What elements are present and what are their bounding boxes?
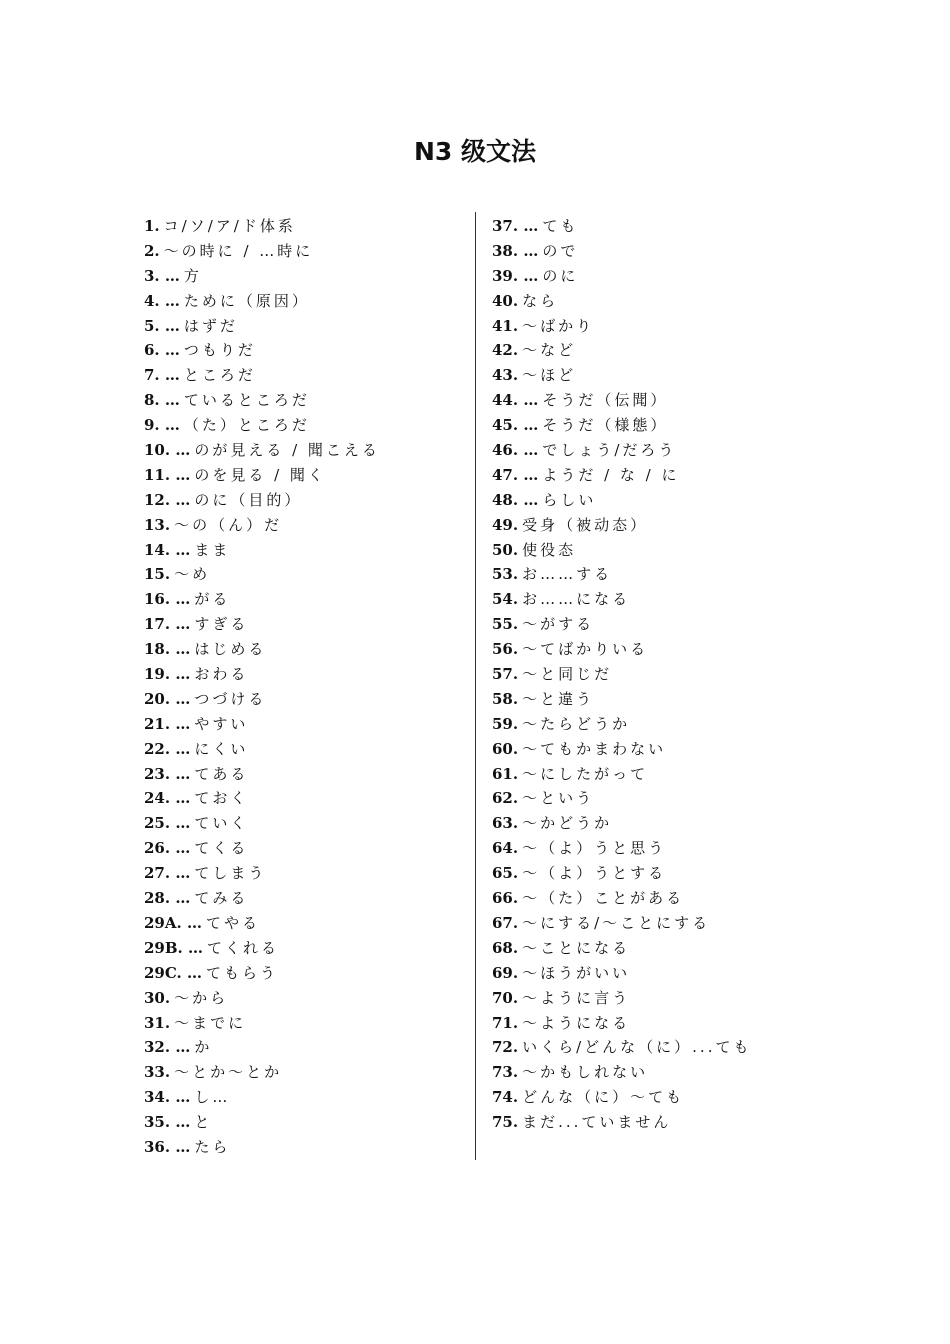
grammar-item xyxy=(492,637,812,662)
grammar-item xyxy=(492,463,812,488)
grammar-item-number: 33. xyxy=(144,1063,171,1082)
grammar-item-text: はじめる xyxy=(194,640,267,659)
grammar-item-number: 40. xyxy=(492,291,519,310)
grammar-item xyxy=(144,338,464,363)
grammar-item-text: ～かもしれない xyxy=(522,1063,649,1082)
grammar-item-text: てもらう xyxy=(206,963,279,982)
grammar-item-number: 30. xyxy=(144,988,171,1007)
grammar-item xyxy=(492,214,812,239)
grammar-item-number: 31. xyxy=(144,1013,171,1032)
grammar-item-text: にくい xyxy=(194,739,249,758)
grammar-item-number: 16. … xyxy=(144,590,191,609)
grammar-item xyxy=(492,1060,812,1085)
grammar-item xyxy=(144,239,464,264)
grammar-item-text: てやる xyxy=(205,913,260,932)
grammar-item-text: ～てもかまわない xyxy=(522,739,667,758)
grammar-item xyxy=(492,388,812,413)
grammar-item-number: 1. xyxy=(144,217,160,235)
grammar-item-number: 20. … xyxy=(144,689,191,708)
grammar-item xyxy=(144,363,464,388)
grammar-item-number: 55. xyxy=(492,615,519,634)
grammar-item xyxy=(144,264,464,289)
grammar-item-text: てある xyxy=(194,764,249,783)
grammar-item-text: ～から xyxy=(174,988,229,1007)
grammar-item-text: ても xyxy=(542,217,579,235)
grammar-item xyxy=(144,513,464,538)
grammar-item xyxy=(144,1110,464,1135)
grammar-item-number: 36. … xyxy=(144,1137,191,1156)
grammar-item xyxy=(144,612,464,637)
grammar-item xyxy=(492,911,812,936)
grammar-item-text: そうだ（様態） xyxy=(542,416,669,435)
grammar-item-number: 48. … xyxy=(492,490,539,509)
grammar-item-text: ～ことになる xyxy=(522,938,631,957)
grammar-item-text: らしい xyxy=(542,490,597,509)
grammar-item-number: 13. xyxy=(144,515,171,534)
grammar-item xyxy=(144,488,464,513)
grammar-item-text: おわる xyxy=(194,665,249,684)
grammar-item-number: 10. … xyxy=(144,441,191,460)
grammar-item-number: 69. xyxy=(492,963,519,982)
grammar-item-number: 21. … xyxy=(144,714,191,733)
grammar-item-number: 50. xyxy=(492,540,519,559)
grammar-item-text: と xyxy=(194,1113,213,1132)
grammar-item xyxy=(144,1085,464,1110)
grammar-item-text: ～（た）ことがある xyxy=(522,889,685,908)
grammar-item xyxy=(492,1110,812,1135)
grammar-item-text: ていく xyxy=(194,814,249,833)
grammar-item xyxy=(144,737,464,762)
grammar-item xyxy=(144,986,464,1011)
grammar-item xyxy=(144,786,464,811)
grammar-item xyxy=(144,562,464,587)
grammar-item xyxy=(144,1011,464,1036)
grammar-item xyxy=(492,737,812,762)
grammar-item-number: 34. … xyxy=(144,1088,191,1107)
grammar-item-text: すぎる xyxy=(194,615,249,634)
grammar-item-number: 38. … xyxy=(492,241,539,260)
grammar-item-number: 39. … xyxy=(492,266,539,285)
grammar-item-number: 4. … xyxy=(144,291,180,310)
grammar-item-text: ～め xyxy=(174,565,211,584)
grammar-item-text: のに xyxy=(542,266,579,285)
grammar-item-number: 23. … xyxy=(144,764,191,783)
grammar-list-left xyxy=(144,214,464,1160)
grammar-item-number: 12. … xyxy=(144,490,191,509)
grammar-item-text: ～にしたがって xyxy=(522,764,649,783)
grammar-item-text: か xyxy=(194,1038,213,1057)
grammar-item-text: お……になる xyxy=(522,590,631,609)
grammar-item xyxy=(492,961,812,986)
grammar-item-number: 35. … xyxy=(144,1113,191,1132)
grammar-item-text: まま xyxy=(194,540,231,559)
grammar-item-text: 使役态 xyxy=(522,540,577,559)
grammar-item xyxy=(492,861,812,886)
grammar-item xyxy=(144,388,464,413)
grammar-item xyxy=(492,413,812,438)
grammar-item-text: ているところだ xyxy=(183,391,310,410)
grammar-item-number: 63. xyxy=(492,814,519,833)
grammar-item-number: 17. … xyxy=(144,615,191,634)
grammar-item-text: ～がする xyxy=(522,615,595,634)
grammar-item-number: 46. … xyxy=(492,441,539,460)
grammar-item-number: 29B. … xyxy=(144,938,203,957)
page-title: N3 级文法 xyxy=(413,137,537,166)
grammar-item-number: 44. … xyxy=(492,391,539,410)
grammar-item-number: 37. … xyxy=(492,217,539,235)
column-divider xyxy=(475,212,476,1160)
grammar-item-text: ようだ / な / に xyxy=(542,465,680,484)
grammar-item-number: 19. … xyxy=(144,665,191,684)
grammar-item-number: 6. … xyxy=(144,341,180,360)
grammar-item-number: 9. … xyxy=(144,416,180,435)
grammar-item-number: 29A. … xyxy=(144,913,202,932)
grammar-item-number: 70. xyxy=(492,988,519,1007)
grammar-item-number: 32. … xyxy=(144,1038,191,1057)
grammar-item-number: 74. xyxy=(492,1088,519,1107)
grammar-item-text: コ/ソ/ア/ド体系 xyxy=(163,217,296,235)
grammar-item xyxy=(492,562,812,587)
grammar-item-text: つもりだ xyxy=(183,341,256,360)
grammar-item xyxy=(492,289,812,314)
grammar-item-number: 11. … xyxy=(144,465,191,484)
grammar-item-number: 3. … xyxy=(144,266,180,285)
grammar-item xyxy=(144,886,464,911)
grammar-item xyxy=(492,986,812,1011)
grammar-item-number: 61. xyxy=(492,764,519,783)
grammar-item-number: 27. … xyxy=(144,864,191,883)
grammar-item-text: ～にする/～ことにする xyxy=(522,913,711,932)
grammar-item-text: し… xyxy=(194,1088,231,1107)
grammar-item-number: 8. … xyxy=(144,391,180,410)
grammar-item xyxy=(492,786,812,811)
grammar-item-number: 58. xyxy=(492,689,519,708)
grammar-item-number: 49. xyxy=(492,515,519,534)
grammar-item xyxy=(144,936,464,961)
grammar-item-text: どんな（に）～ても xyxy=(522,1088,685,1107)
grammar-item xyxy=(144,538,464,563)
grammar-item-text: ところだ xyxy=(183,366,256,385)
grammar-item-number: 2. xyxy=(144,241,160,260)
grammar-item xyxy=(492,239,812,264)
grammar-item-text: ～とか～とか xyxy=(174,1063,283,1082)
grammar-item-text: のに（目的） xyxy=(194,490,303,509)
grammar-item-text: なら xyxy=(522,291,559,310)
grammar-item xyxy=(492,1011,812,1036)
grammar-item-text: てみる xyxy=(194,889,249,908)
grammar-item-number: 18. … xyxy=(144,640,191,659)
grammar-item-number: 47. … xyxy=(492,465,539,484)
grammar-item-text: ～（よ）うとする xyxy=(522,864,667,883)
grammar-item-number: 75. xyxy=(492,1113,519,1132)
grammar-item xyxy=(144,1135,464,1160)
grammar-item-number: 62. xyxy=(492,789,519,808)
grammar-item-text: てくる xyxy=(194,839,249,858)
grammar-item xyxy=(492,612,812,637)
grammar-item-text: ので xyxy=(542,241,579,260)
grammar-item xyxy=(144,1060,464,1085)
grammar-item-text: ～たらどうか xyxy=(522,714,631,733)
grammar-item-number: 72. xyxy=(492,1038,519,1057)
grammar-item-number: 73. xyxy=(492,1063,519,1082)
grammar-item-text: ～てばかりいる xyxy=(522,640,649,659)
grammar-item-number: 24. … xyxy=(144,789,191,808)
grammar-item-number: 22. … xyxy=(144,739,191,758)
grammar-item-number: 29C. … xyxy=(144,963,202,982)
grammar-item xyxy=(144,314,464,339)
grammar-item-number: 68. xyxy=(492,938,519,957)
grammar-item-number: 43. xyxy=(492,366,519,385)
grammar-item xyxy=(492,811,812,836)
grammar-item-text: 方 xyxy=(183,266,202,285)
grammar-item-number: 57. xyxy=(492,665,519,684)
grammar-item-text: のが見える / 聞こえる xyxy=(194,441,380,460)
grammar-item xyxy=(492,762,812,787)
grammar-item-number: 54. xyxy=(492,590,519,609)
grammar-item-number: 45. … xyxy=(492,416,539,435)
grammar-item-text: ために（原因） xyxy=(183,291,310,310)
grammar-item-number: 42. xyxy=(492,341,519,360)
grammar-item-text: がる xyxy=(194,590,231,609)
grammar-item xyxy=(144,463,464,488)
grammar-item-text: やすい xyxy=(194,714,249,733)
grammar-item-text: 受身（被动态） xyxy=(522,515,649,534)
grammar-item-text: ～（よ）うと思う xyxy=(522,839,667,858)
grammar-item xyxy=(144,961,464,986)
grammar-item-text: ～ばかり xyxy=(522,316,595,335)
grammar-item xyxy=(144,214,464,239)
grammar-item xyxy=(492,936,812,961)
grammar-item-number: 41. xyxy=(492,316,519,335)
grammar-item xyxy=(144,587,464,612)
grammar-item-text: つづける xyxy=(194,689,267,708)
grammar-item xyxy=(144,811,464,836)
grammar-item xyxy=(144,712,464,737)
grammar-item xyxy=(492,513,812,538)
grammar-item xyxy=(492,836,812,861)
grammar-item xyxy=(492,488,812,513)
grammar-item-text: のを見る / 聞く xyxy=(194,465,326,484)
grammar-item xyxy=(144,687,464,712)
grammar-item xyxy=(492,886,812,911)
grammar-item-number: 67. xyxy=(492,913,519,932)
grammar-item-number: 65. xyxy=(492,864,519,883)
grammar-item-text: ～という xyxy=(522,789,595,808)
grammar-item-number: 71. xyxy=(492,1013,519,1032)
grammar-item-text: いくら/どんな（に）...ても xyxy=(522,1038,752,1057)
grammar-item xyxy=(144,637,464,662)
grammar-item-number: 53. xyxy=(492,565,519,584)
grammar-item xyxy=(144,438,464,463)
grammar-item xyxy=(144,911,464,936)
grammar-item-number: 59. xyxy=(492,714,519,733)
grammar-item-number: 56. xyxy=(492,640,519,659)
grammar-item-text: ておく xyxy=(194,789,249,808)
grammar-item xyxy=(492,1035,812,1060)
grammar-item-text: でしょう/だろう xyxy=(542,441,677,460)
grammar-item xyxy=(144,836,464,861)
grammar-item-number: 26. … xyxy=(144,839,191,858)
grammar-item-number: 60. xyxy=(492,739,519,758)
grammar-item-text: まだ...ていません xyxy=(522,1113,672,1132)
grammar-item-text: ～の（ん）だ xyxy=(174,515,283,534)
grammar-item-text: ～ほうがいい xyxy=(522,963,631,982)
grammar-item xyxy=(492,338,812,363)
grammar-item-text: はずだ xyxy=(183,316,238,335)
grammar-item-number: 25. … xyxy=(144,814,191,833)
grammar-item-number: 64. xyxy=(492,839,519,858)
grammar-item-text: ～ようになる xyxy=(522,1013,631,1032)
grammar-item xyxy=(492,314,812,339)
grammar-item-number: 5. … xyxy=(144,316,180,335)
grammar-item-text: ～の時に / …時に xyxy=(163,241,314,260)
grammar-item xyxy=(492,662,812,687)
grammar-item xyxy=(492,438,812,463)
grammar-item xyxy=(144,413,464,438)
grammar-item xyxy=(144,762,464,787)
grammar-item xyxy=(144,662,464,687)
grammar-list-right xyxy=(492,214,812,1135)
grammar-item xyxy=(492,712,812,737)
grammar-item-number: 66. xyxy=(492,889,519,908)
grammar-item-text: （た）ところだ xyxy=(183,416,310,435)
grammar-item-text: ～かどうか xyxy=(522,814,613,833)
grammar-item-text: ～など xyxy=(522,341,577,360)
grammar-item-number: 14. … xyxy=(144,540,191,559)
grammar-item xyxy=(144,1035,464,1060)
grammar-item-number: 7. … xyxy=(144,366,180,385)
grammar-item xyxy=(492,538,812,563)
grammar-item-text: ～ほど xyxy=(522,366,577,385)
grammar-item-text: てくれる xyxy=(207,938,280,957)
grammar-item-text: ～と同じだ xyxy=(522,665,613,684)
grammar-item-text: ～までに xyxy=(174,1013,247,1032)
grammar-item-text: てしまう xyxy=(194,864,267,883)
grammar-item-text: ～と違う xyxy=(522,689,595,708)
grammar-item xyxy=(492,264,812,289)
grammar-item-text: たら xyxy=(194,1137,231,1156)
grammar-item xyxy=(492,1085,812,1110)
grammar-item-text: そうだ（伝聞） xyxy=(542,391,669,410)
grammar-item-text: お……する xyxy=(522,565,613,584)
grammar-item xyxy=(144,861,464,886)
grammar-item xyxy=(144,289,464,314)
grammar-item-number: 28. … xyxy=(144,889,191,908)
grammar-item-text: ～ように言う xyxy=(522,988,631,1007)
grammar-item xyxy=(492,587,812,612)
grammar-item-number: 15. xyxy=(144,565,171,584)
grammar-item xyxy=(492,363,812,388)
grammar-item xyxy=(492,687,812,712)
